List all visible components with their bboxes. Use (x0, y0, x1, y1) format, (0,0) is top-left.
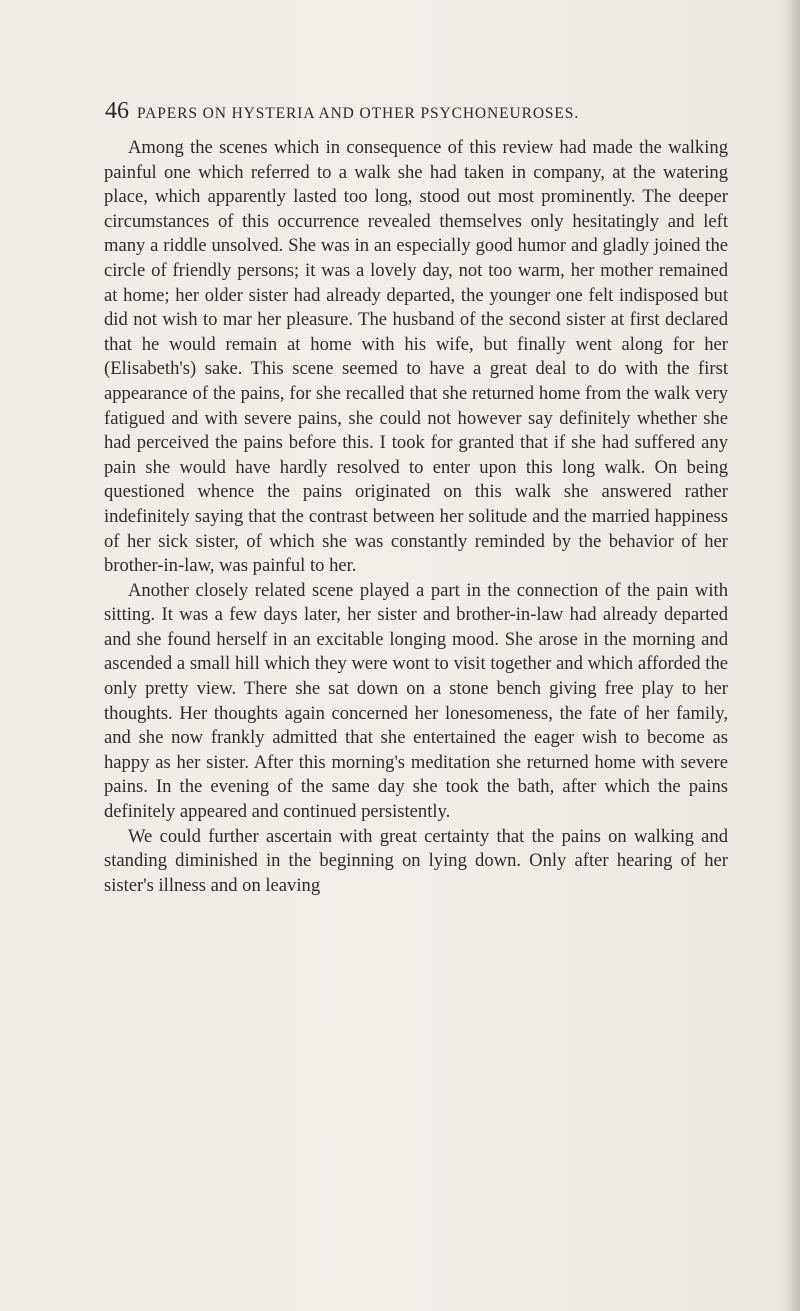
running-head-title: PAPERS ON HYSTERIA AND OTHER PSYCHONEUROSES. (137, 105, 580, 122)
running-head (105, 98, 725, 125)
page-number: 46 (105, 98, 129, 124)
paragraph-3: We could further ascertain with great certainty that the pains on walking and standing diminished in the beginning on lying down. Only after hearing of her sister's illness and on leaving (104, 825, 728, 896)
page-edge-shadow (786, 0, 800, 1311)
paragraph-2: Another closely related scene played a part in the connection of the pain with sitting. It was a few days later, her sister and brother-in-law had already departed and she found herself in an excitable longing mood. She arose in the morning and ascended a small hill which they were wont to visit together and which afforded the only pretty view. There she sat down on a stone bench giving free play to her thoughts. Her thoughts again concerned her lonesomeness, the fate of her family, and she now frankly admitted that she entertained the eager wish to become as happy as her sister. After this morning's meditation she returned home with severe pains. In the evening of the same day she took the bath, after which the pains definitely appeared and continued persistently. (104, 579, 728, 823)
body-text (104, 136, 728, 898)
paragraph-1: Among the scenes which in consequence of this review had made the walking painful one which referred to a walk she had taken in company, at the watering place, which apparently lasted too long, stood out most prominently. The deeper circumstances of this occurrence revealed themselves only hesitatingly and left many a riddle unsolved. She was in an especially good humor and gladly joined the circle of friendly persons; it was a lovely day, not too warm, her mother remained at home; her older sister had already departed, the younger one felt indisposed but did not wish to mar her pleasure. The husband of the second sister at first declared that he would remain at home with his wife, but finally went along for her (Elisabeth's) sake. This scene seemed to have a great deal to do with the first appearance of the pains, for she recalled that she returned home from the walk very fatigued and with severe pains, she could not however say definitely whether she had perceived the pains before this. I took for granted that if she had suffered any pain she would have hardly resolved to enter upon this long walk. On being questioned whence the pains originated on this walk she answered rather indefinitely saying that the contrast between her solitude and the married happiness of her sick sister, of which she was constantly reminded by the behavior of her brother-in-law, was painful to her. (104, 137, 728, 577)
